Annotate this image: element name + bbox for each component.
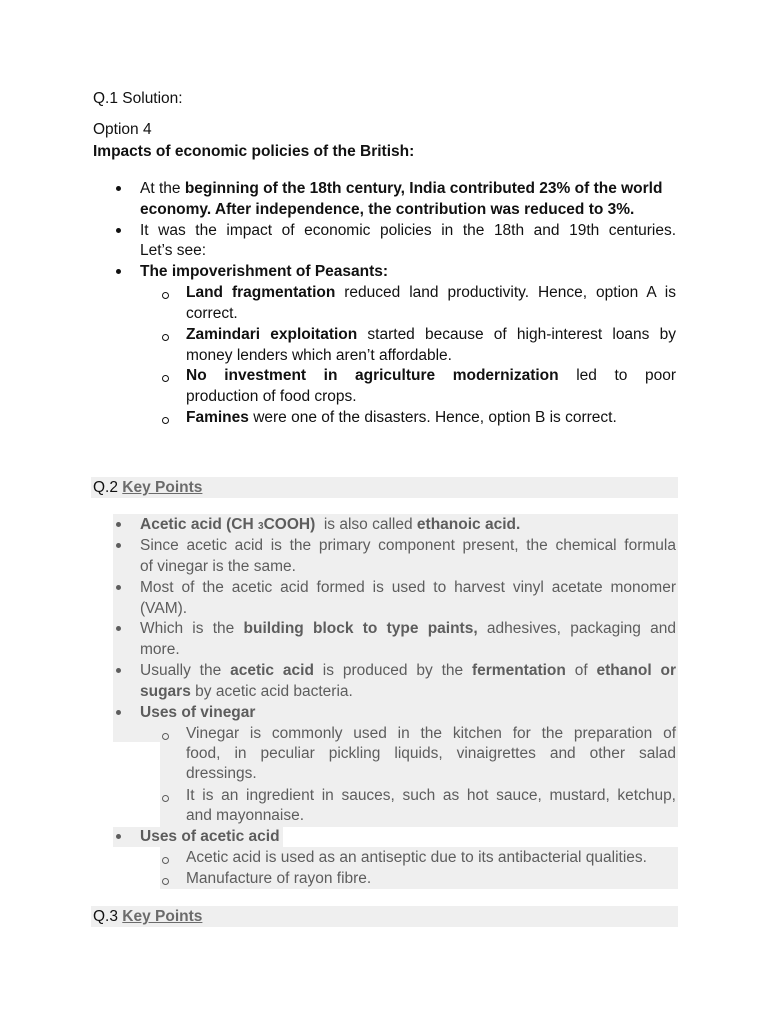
q2-i3-line1: Most of the acetic acid formed is used to harvest vinyl acetate monomer bbox=[140, 579, 676, 596]
q2-v2-line2: and mayonnaise. bbox=[186, 807, 305, 824]
bullet-icon bbox=[114, 180, 122, 188]
q1-b2-line2: Let’s see: bbox=[140, 242, 207, 259]
q1-s3-line2: production of food crops. bbox=[186, 388, 357, 405]
q2-i6: Uses of vinegar bbox=[140, 704, 256, 721]
q2-i7: Uses of acetic acid bbox=[140, 828, 280, 845]
q1-s4: Famines were one of the disasters. Hence, option B is correct. bbox=[186, 409, 617, 426]
circle-bullet-icon bbox=[162, 870, 172, 880]
q2-i2-line1: Since acetic acid is the primary component present, the chemical formula bbox=[140, 537, 676, 554]
q2-v1-wrap2 bbox=[186, 744, 676, 764]
circle-bullet-icon bbox=[162, 367, 172, 377]
bullet-icon bbox=[114, 263, 122, 271]
q1-b3: The impoverishment of Peasants: bbox=[140, 263, 389, 280]
q3-heading: Q.3 Key Points bbox=[93, 908, 203, 925]
q2-v2-wrap bbox=[186, 786, 676, 806]
circle-bullet-icon bbox=[162, 849, 172, 859]
q2-i5-line2: sugars by acetic acid bacteria. bbox=[140, 683, 353, 700]
q2-a2: Manufacture of rayon fibre. bbox=[186, 870, 372, 887]
bullet-icon bbox=[114, 537, 122, 545]
q1-s2-line1: Zamindari exploitation started because of high-interest loans by bbox=[186, 326, 676, 343]
q1-s3-line1: No investment in agriculture modernization led to poor bbox=[186, 367, 677, 384]
q1-b2-line1-wrap bbox=[140, 221, 676, 241]
q1-s1-line2: correct. bbox=[186, 305, 238, 322]
q1-option: Option 4 bbox=[93, 121, 152, 138]
circle-bullet-icon bbox=[162, 409, 172, 419]
circle-bullet-icon bbox=[162, 326, 172, 336]
circle-bullet-icon bbox=[162, 787, 172, 797]
circle-bullet-icon bbox=[162, 284, 172, 294]
q1-s3-wrap bbox=[186, 366, 676, 386]
bullet-icon bbox=[114, 222, 122, 230]
bullet-icon bbox=[114, 620, 122, 628]
q3-key-points-link[interactable]: Key Points bbox=[122, 908, 203, 925]
q2-i2-line2: of vinegar is the same. bbox=[140, 558, 296, 575]
q2-i4-wrap bbox=[140, 619, 676, 639]
q2-v1-wrap1 bbox=[186, 724, 676, 744]
q2-heading: Q.2 Key Points bbox=[93, 479, 203, 496]
q1-b1-line1: At the beginning of the 18th century, India contributed 23% of the world bbox=[140, 180, 663, 197]
q1-s1-line1: Land fragmentation reduced land productivity. Hence, option A is bbox=[186, 284, 676, 301]
q2-v2-line1: It is an ingredient in sauces, such as hot sauce, mustard, ketchup, bbox=[186, 787, 676, 804]
q2-v1-line1: Vinegar is commonly used in the kitchen for the preparation of bbox=[186, 725, 676, 742]
q2-i3-wrap bbox=[140, 578, 676, 598]
q2-i2-wrap bbox=[140, 536, 676, 556]
q2-i3-line2: (VAM). bbox=[140, 600, 188, 617]
q1-title: Impacts of economic policies of the British: bbox=[93, 143, 415, 160]
bullet-icon bbox=[114, 704, 122, 712]
q2-i4-line1: Which is the building block to type paints, adhesives, packaging and bbox=[140, 620, 676, 637]
q1-s2-wrap bbox=[186, 325, 676, 345]
circle-bullet-icon bbox=[162, 725, 172, 735]
q2-key-points-link[interactable]: Key Points bbox=[122, 479, 203, 496]
bullet-icon bbox=[114, 662, 122, 670]
q1-s1-wrap bbox=[186, 283, 676, 303]
q2-i5-line1: Usually the acetic acid is produced by the fermentation of ethanol or bbox=[140, 662, 676, 679]
q1-b1-line2: economy. After independence, the contribution was reduced to 3%. bbox=[140, 201, 635, 218]
q2-v1-line2: food, in peculiar pickling liquids, vinaigrettes and other salad bbox=[186, 745, 676, 762]
q1-b2-line1: It was the impact of economic policies in the 18th and 19th centuries. bbox=[140, 222, 676, 239]
q2-i5-wrap bbox=[140, 661, 676, 681]
q2-i4-line2: more. bbox=[140, 641, 180, 658]
q1-heading: Q.1 Solution: bbox=[93, 90, 183, 107]
q1-s2-line2: money lenders which aren’t affordable. bbox=[186, 347, 452, 364]
bullet-icon bbox=[114, 828, 122, 836]
bullet-icon bbox=[114, 516, 122, 524]
q2-a1: Acetic acid is used as an antiseptic due to its antibacterial qualities. bbox=[186, 849, 647, 866]
q2-i1: Acetic acid (CH 3COOH) is also called ethanoic acid. bbox=[140, 516, 521, 533]
bullet-icon bbox=[114, 579, 122, 587]
q2-v1-line3: dressings. bbox=[186, 765, 257, 782]
